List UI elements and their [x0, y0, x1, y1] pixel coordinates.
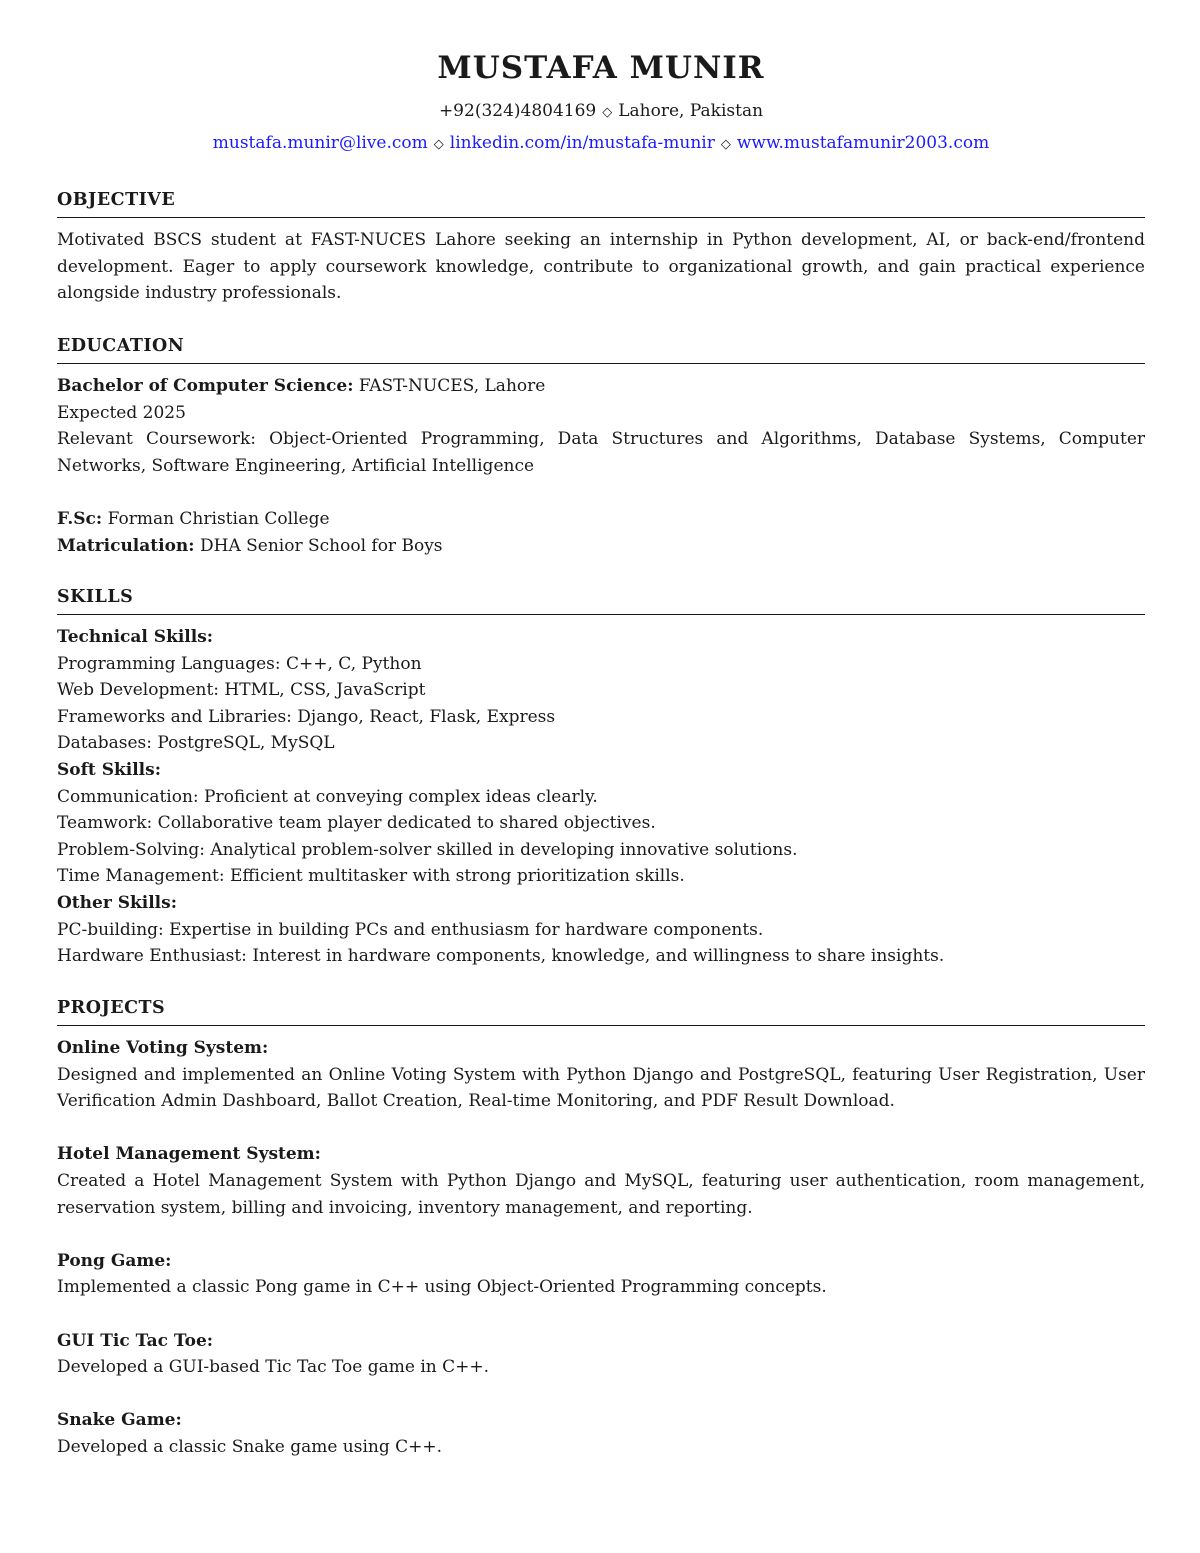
soft-skills-heading: Soft Skills: — [57, 759, 161, 780]
spacer — [57, 1221, 1145, 1248]
matric-label: Matriculation: — [57, 535, 195, 556]
degree-line — [57, 373, 1145, 400]
matric-school: DHA Senior School for Boys — [199, 535, 443, 556]
diamond-separator-icon: ◇ — [602, 105, 613, 120]
location: Lahore, Pakistan — [618, 101, 764, 121]
degree-school: FAST-NUCES, Lahore — [358, 376, 546, 396]
fsc-line — [57, 506, 1145, 533]
project-title: Pong Game: — [57, 1250, 172, 1271]
fsc-school: Forman Christian College — [107, 508, 330, 529]
other-skills-heading: Other Skills: — [57, 892, 177, 913]
skills-body — [57, 624, 1145, 970]
objective-text: Motivated BSCS student at FAST-NUCES Lahore seeking an internship in Python development, AI, or back-end/frontend development. Eager to apply coursework knowledge, contribute to organizational growth, and gain practical experience alongside industry professionals. — [57, 230, 1145, 304]
email-link[interactable]: mustafa.munir@live.com — [212, 133, 428, 153]
fsc-label: F.Sc: — [57, 508, 103, 529]
section-heading-objective: OBJECTIVE — [57, 188, 1145, 218]
spacer — [57, 1381, 1145, 1408]
candidate-name: MUSTAFA MUNIR — [437, 50, 765, 86]
diamond-separator-icon: ◇ — [720, 137, 731, 152]
website-link[interactable]: www.mustafamunir2003.com — [736, 133, 990, 153]
contact-line-links — [57, 131, 1145, 157]
project-title: Hotel Management System: — [57, 1144, 321, 1165]
project-title: Snake Game: — [57, 1410, 182, 1431]
project-description: Developed a classic Snake game using C++. — [57, 1436, 443, 1457]
skill-item: Hardware Enthusiast: Interest in hardware components, knowledge, and willingness to share insights. — [57, 946, 945, 967]
project-description: Created a Hotel Management System with Python Django and MySQL, featuring user authentication, room management, reservation system, billing and invoicing, inventory management, and reporting. — [57, 1170, 1145, 1218]
skill-item: Programming Languages: C++, C, Python — [57, 653, 422, 674]
skills-section — [57, 585, 1145, 970]
degree-label: Bachelor of Computer Science: — [57, 376, 354, 396]
spacer — [57, 1301, 1145, 1328]
skill-item: Problem-Solving: Analytical problem-solver skilled in developing innovative solutions. — [57, 839, 798, 860]
skill-item: Time Management: Efficient multitasker with strong prioritization skills. — [57, 866, 685, 887]
expected-graduation: Expected 2025 — [57, 402, 186, 423]
projects-body — [57, 1035, 1145, 1461]
spacer — [57, 1115, 1145, 1142]
section-heading-skills: SKILLS — [57, 585, 1145, 615]
skill-item: Communication: Proficient at conveying complex ideas clearly. — [57, 786, 598, 807]
education-section — [57, 334, 1145, 559]
skill-item: Frameworks and Libraries: Django, React, Flask, Express — [57, 706, 556, 727]
contact-line-primary — [57, 99, 1145, 125]
project-title: GUI Tic Tac Toe: — [57, 1330, 214, 1351]
project-description: Implemented a classic Pong game in C++ using Object-Oriented Programming concepts. — [57, 1277, 827, 1298]
project-title: Online Voting System: — [57, 1038, 269, 1058]
objective-section — [57, 188, 1145, 307]
project-description: Developed a GUI-based Tic Tac Toe game in C++. — [57, 1357, 490, 1378]
project-description: Designed and implemented an Online Voting System with Python Django and PostgreSQL, featuring User Registration, User Verification Admin Dashboard, Ballot Creation, Real-time Monitoring, and PDF Result Download. — [57, 1064, 1145, 1112]
spacer — [57, 479, 1145, 506]
phone-number: +92(324)4804169 — [438, 101, 597, 121]
linkedin-link[interactable]: linkedin.com/in/mustafa-munir — [449, 133, 715, 153]
relevant-coursework: Relevant Coursework: Object-Oriented Programming, Data Structures and Algorithms, Database Systems, Computer Networks, Software Engineering, Artificial Intelligence — [57, 429, 1145, 476]
skill-item: Databases: PostgreSQL, MySQL — [57, 733, 335, 754]
skill-item: Web Development: HTML, CSS, JavaScript — [57, 680, 426, 701]
section-heading-projects: PROJECTS — [57, 996, 1145, 1026]
matric-line — [57, 533, 1145, 560]
technical-skills-heading: Technical Skills: — [57, 627, 214, 647]
education-body — [57, 373, 1145, 559]
section-heading-education: EDUCATION — [57, 334, 1145, 364]
diamond-separator-icon: ◇ — [433, 137, 444, 152]
skill-item: Teamwork: Collaborative team player dedicated to shared objectives. — [57, 813, 656, 834]
projects-section — [57, 996, 1145, 1461]
skill-item: PC-building: Expertise in building PCs and enthusiasm for hardware components. — [57, 919, 764, 940]
